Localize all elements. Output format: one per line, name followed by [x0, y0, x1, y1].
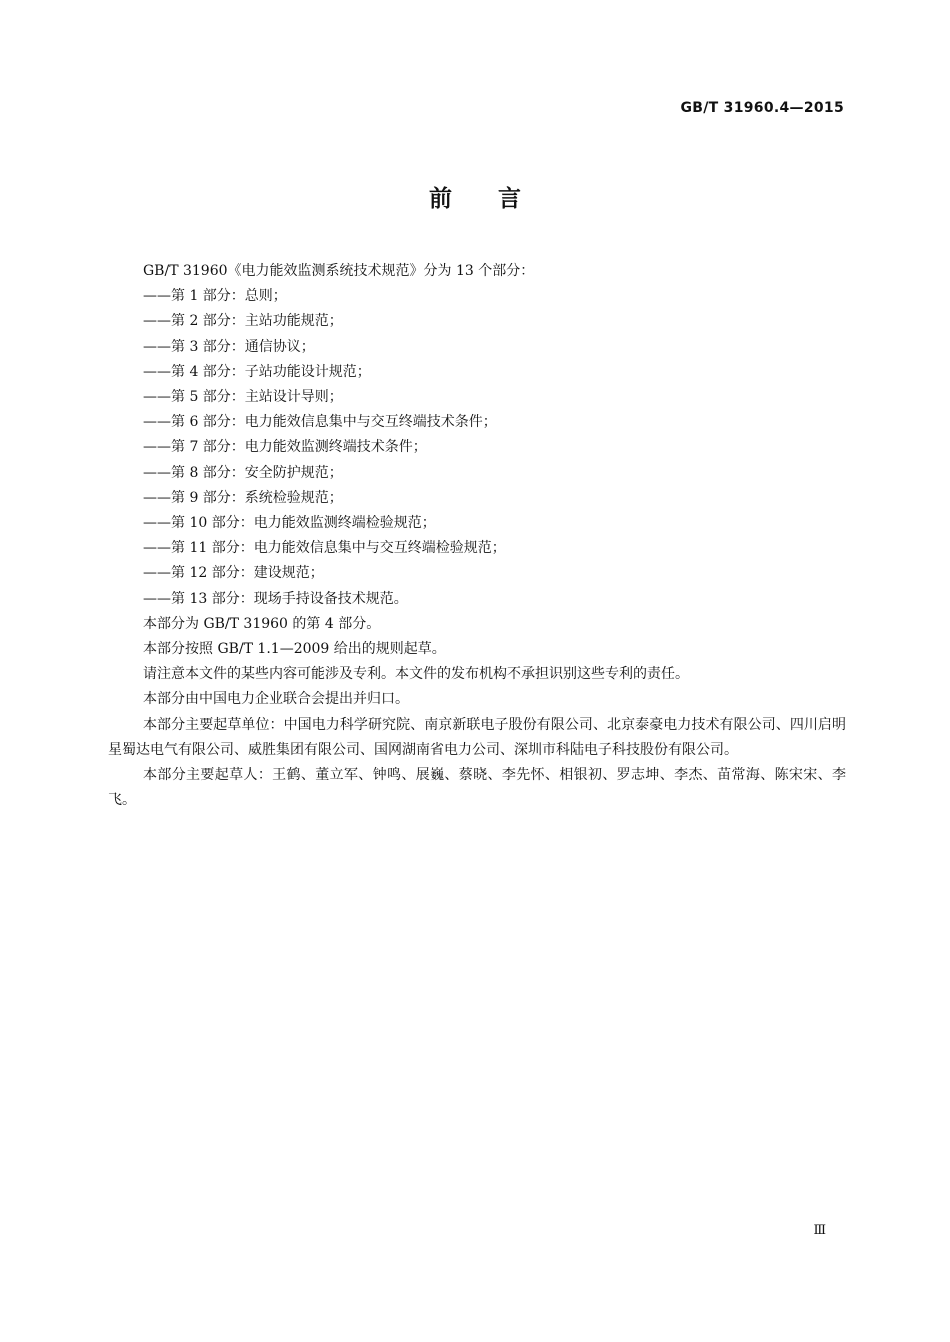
page-title: 前言	[429, 186, 567, 212]
part-list-item-12: ——第 12 部分：建设规范；	[143, 565, 324, 582]
paragraph-drafters: 本部分主要起草人：王鹤、董立军、钟鸣、展巍、蔡晓、李先怀、相银初、罗志坤、李杰、苗常海、陈宋宋、李飞。	[108, 767, 846, 809]
part-list-item-4: ——第 4 部分：子站功能设计规范；	[143, 363, 371, 380]
paragraph-intro: GB/T 31960《电力能效监测系统技术规范》分为 13 个部分：	[143, 263, 535, 279]
page-number: Ⅲ	[813, 1223, 826, 1238]
part-list-item-7: ——第 7 部分：电力能效监测终端技术条件；	[143, 439, 427, 456]
standard-code: GB/T 31960.4—2015	[680, 100, 844, 116]
part-list-item-3: ——第 3 部分：通信协议；	[143, 338, 315, 355]
part-list-item-9: ——第 9 部分：系统检验规范；	[143, 489, 343, 506]
paragraph-drafting-units: 本部分主要起草单位：中国电力科学研究院、南京新联电子股份有限公司、北京泰豪电力技术有限公司、四川启明星蜀达电气有限公司、威胜集团有限公司、国网湖南省电力公司、深圳市科陆电子科技股份有限公司。	[108, 716, 846, 758]
paragraph-proposer: 本部分由中国电力企业联合会提出并归口。	[143, 691, 409, 708]
part-list-item-2: ——第 2 部分：主站功能规范；	[143, 313, 343, 330]
foreword-body	[108, 259, 846, 813]
part-list-item-5: ——第 5 部分：主站设计导则；	[143, 389, 343, 406]
paragraph-part-number: 本部分为 GB/T 31960 的第 4 部分。	[143, 615, 381, 632]
part-list-item-11: ——第 11 部分：电力能效信息集中与交互终端检验规范；	[143, 540, 506, 557]
part-list-item-1: ——第 1 部分：总则；	[143, 288, 287, 305]
paragraph-drafting-rules: 本部分按照 GB/T 1.1—2009 给出的规则起草。	[143, 641, 446, 658]
part-list-item-10: ——第 10 部分：电力能效监测终端检验规范；	[143, 515, 436, 532]
part-list-item-8: ——第 8 部分：安全防护规范；	[143, 464, 343, 481]
part-list-item-6: ——第 6 部分：电力能效信息集中与交互终端技术条件；	[143, 414, 497, 431]
paragraph-patent-notice: 请注意本文件的某些内容可能涉及专利。本文件的发布机构不承担识别这些专利的责任。	[143, 666, 689, 683]
part-list-item-13: ——第 13 部分：现场手持设备技术规范。	[143, 590, 408, 607]
